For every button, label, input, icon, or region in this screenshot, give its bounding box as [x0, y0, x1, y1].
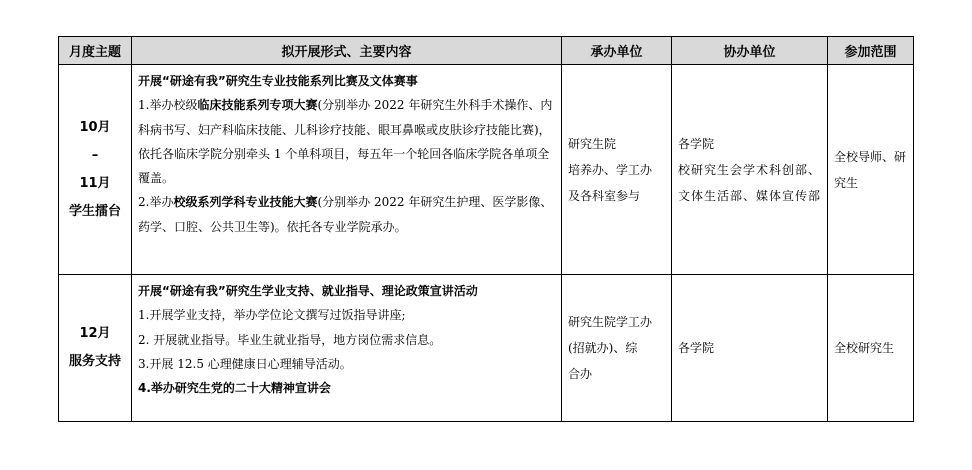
activity-plan-table: [58, 36, 914, 422]
content-title: 开展“研途有我”研究生专业技能系列比赛及文体赛事: [138, 74, 418, 88]
month-line: 学生擂台: [68, 203, 121, 219]
host-line: (招就办)、综: [568, 341, 638, 355]
content-title: 开展“研途有我”研究生学业支持、就业指导、理论政策宣讲活动: [138, 284, 478, 298]
item-bold: 校级系列学科专业技能大赛: [173, 195, 318, 210]
header-content: 拟开展形式、主要内容: [132, 37, 562, 65]
header-month-theme: 月度主题: [59, 37, 132, 65]
month-line: 10月: [79, 119, 111, 135]
scope-cell: 全校导师、研究生: [828, 65, 914, 275]
host-unit-cell: [562, 275, 672, 422]
item-prefix: 1.举办校级: [138, 98, 198, 113]
item-prefix: 2.举办: [138, 195, 174, 210]
host-line: 研究生院: [568, 136, 617, 151]
assist-line: 校研究生会学术科创部、文体生活部、媒体宣传部: [678, 162, 822, 203]
host-line: 培养办、学工办: [568, 162, 653, 177]
month-line: –: [91, 147, 99, 163]
content-item-bold: 4.举办研究生党的二十大精神宣讲会: [138, 381, 331, 396]
host-unit-cell: [562, 65, 672, 275]
header-scope: 参加范围: [828, 37, 914, 65]
month-line: 服务支持: [68, 354, 121, 369]
month-line: 12月: [79, 326, 111, 341]
assist-line: 各学院: [678, 136, 715, 151]
content-item: [138, 93, 555, 190]
content-item: 2. 开展就业指导。毕业生就业指导，地方岗位需求信息。: [138, 332, 442, 347]
item-bold: 临床技能系列专项大赛: [197, 98, 318, 113]
table-row: [59, 65, 914, 275]
item-text: (分别举办 2022 年研究生外科手术操作、内科病书写、妇产科临床技能、儿科诊疗技能、眼耳鼻喉或皮肤诊疗技能比赛)，依托各临床学院分别牵头 1 个单科项目，每五年一个轮回各临床学院各单项全覆盖。: [138, 98, 553, 186]
header-assist-unit: 协办单位: [672, 37, 828, 65]
host-line: 合办: [568, 367, 593, 381]
content-cell: [132, 275, 562, 422]
month-theme-cell: [59, 65, 132, 275]
month-line: 11月: [79, 175, 111, 191]
host-line: 研究生院学工办: [568, 315, 653, 329]
content-item: 3.开展 12.5 心理健康日心理辅导活动。: [138, 356, 352, 371]
table-header-row: [59, 37, 914, 65]
header-host-unit: 承办单位: [562, 37, 672, 65]
assist-unit-cell: 各学院: [672, 275, 828, 422]
scope-cell: 全校研究生: [828, 275, 914, 422]
content-item: [138, 190, 555, 239]
item-text: (分别举办 2022 年研究生护理、医学影像、药学、口腔、公共卫生等)。依托各专业学院承办。: [138, 195, 553, 234]
host-line: 及各科室参与: [568, 188, 641, 203]
content-item: 1.开展学业支持，举办学位论文撰写过饭指导讲座;: [138, 308, 406, 323]
table-row: [59, 275, 914, 422]
content-cell: [132, 65, 562, 275]
assist-unit-cell: [672, 65, 828, 275]
month-theme-cell: [59, 275, 132, 422]
